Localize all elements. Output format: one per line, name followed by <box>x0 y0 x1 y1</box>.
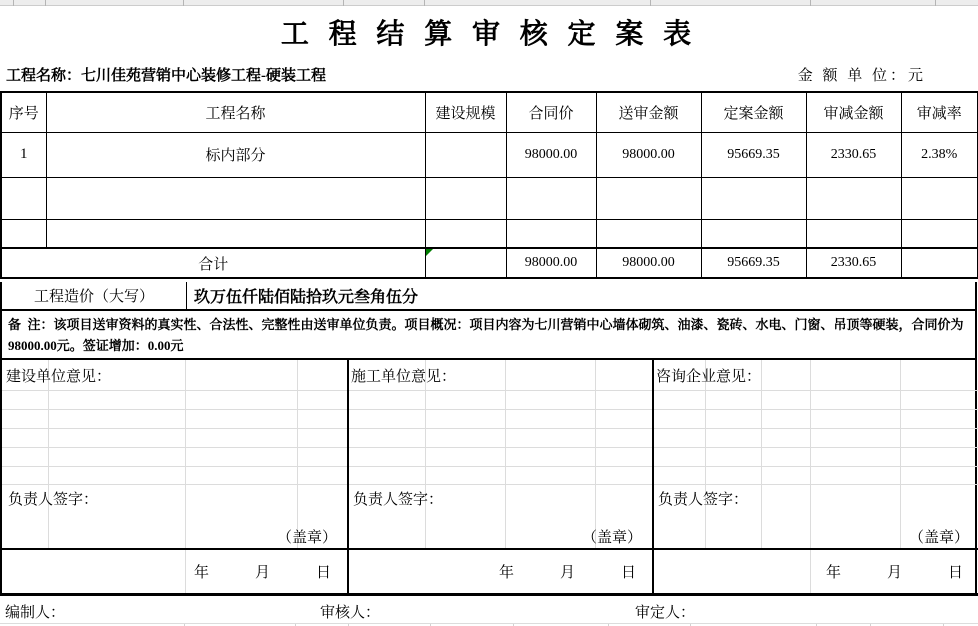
amount-unit-label: 金 额 单 位：元 <box>797 68 926 84</box>
footer-row <box>0 593 978 626</box>
cell-finalized[interactable] <box>701 219 806 248</box>
cell-finalized[interactable] <box>701 177 806 219</box>
opinion-title: 咨询企业意见： <box>656 369 762 385</box>
total-label: 合计 <box>1 248 425 278</box>
col-header-rate: 审减率 <box>901 92 978 132</box>
page-title: 工 程 结 算 审 核 定 案 表 <box>280 18 698 49</box>
cell-contract-price[interactable] <box>506 177 596 219</box>
col-header-submitted: 送审金额 <box>596 92 701 132</box>
date-day-label: 日 <box>620 565 636 581</box>
col-header-scale: 建设规模 <box>425 92 506 132</box>
seal-label: （盖章） <box>276 530 337 546</box>
column-edge-tick <box>935 0 936 6</box>
cell-project-name[interactable]: 标内部分 <box>46 132 425 177</box>
cell-contract-price[interactable] <box>506 219 596 248</box>
opinion-col-consulting-firm[interactable] <box>652 360 978 593</box>
cell-seq[interactable] <box>1 177 46 219</box>
total-finalized[interactable]: 95669.35 <box>701 248 806 278</box>
opinion-col-contractor-unit[interactable] <box>347 360 652 593</box>
cell-project-name[interactable] <box>46 219 425 248</box>
date-year-label: 年 <box>825 565 841 581</box>
cell-submitted[interactable] <box>596 177 701 219</box>
cost-in-words-label: 工程造价（大写） <box>2 282 187 309</box>
date-row <box>652 550 978 593</box>
column-edge-tick <box>45 0 46 6</box>
cell-error-indicator-icon <box>426 249 433 256</box>
total-submitted[interactable]: 98000.00 <box>596 248 701 278</box>
table-row <box>1 219 978 248</box>
seal-label: （盖章） <box>908 530 969 546</box>
sign-label: 负责人签字： <box>8 492 99 508</box>
project-name-label: 工程名称：七川佳苑营销中心装修工程-硬装工程 <box>6 68 326 84</box>
sign-label: 负责人签字： <box>353 492 444 508</box>
cell-rate[interactable] <box>901 219 978 248</box>
cell-submitted[interactable]: 98000.00 <box>596 132 701 177</box>
approver-label: 审定人： <box>635 605 696 621</box>
cell-reduction[interactable]: 2330.65 <box>806 132 901 177</box>
col-header-project: 工程名称 <box>46 92 425 132</box>
cell-scale[interactable] <box>425 177 506 219</box>
table-row <box>1 177 978 219</box>
column-edge-tick <box>183 0 184 6</box>
table-row <box>1 132 978 177</box>
col-header-reduction: 审减金额 <box>806 92 901 132</box>
cost-in-words-row <box>0 282 977 311</box>
opinions-section <box>0 360 977 593</box>
column-edge-tick <box>13 0 14 6</box>
cell-finalized[interactable]: 95669.35 <box>701 132 806 177</box>
cost-in-words-value: 玖万伍仟陆佰陆拾玖元叁角伍分 <box>194 289 419 306</box>
meta-row <box>0 61 978 91</box>
col-header-finalized: 定案金额 <box>701 92 806 132</box>
table-header-row <box>1 92 978 132</box>
column-edge-tick <box>650 0 651 6</box>
column-edge-tick <box>343 0 344 6</box>
cell-rate[interactable] <box>901 177 978 219</box>
date-year-label: 年 <box>498 565 514 581</box>
cell-reduction[interactable] <box>806 219 901 248</box>
cell-seq[interactable]: 1 <box>1 132 46 177</box>
date-day-label: 日 <box>947 565 963 581</box>
sign-label: 负责人签字： <box>658 492 749 508</box>
date-month-label: 月 <box>559 565 575 581</box>
gridline <box>0 623 978 624</box>
date-month-label: 月 <box>886 565 902 581</box>
date-row <box>347 550 652 593</box>
column-edge-tick <box>810 0 811 6</box>
column-edge-tick <box>424 0 425 6</box>
cell-scale[interactable] <box>425 219 506 248</box>
spreadsheet-top-cell-strip <box>0 0 978 6</box>
opinion-col-construction-unit[interactable] <box>2 360 347 593</box>
cell-scale[interactable] <box>425 132 506 177</box>
seal-label: （盖章） <box>581 530 642 546</box>
col-header-contract-price: 合同价 <box>506 92 596 132</box>
date-row <box>2 550 347 593</box>
cell-seq[interactable] <box>1 219 46 248</box>
total-contract-price[interactable]: 98000.00 <box>506 248 596 278</box>
col-header-seq: 序号 <box>1 92 46 132</box>
cell-contract-price[interactable]: 98000.00 <box>506 132 596 177</box>
preparer-label: 编制人： <box>5 605 66 621</box>
total-rate[interactable] <box>901 248 978 278</box>
total-reduction[interactable]: 2330.65 <box>806 248 901 278</box>
settlement-table <box>0 91 978 279</box>
total-row <box>1 248 978 278</box>
opinion-title: 建设单位意见： <box>6 369 112 385</box>
date-day-label: 日 <box>315 565 331 581</box>
cell-reduction[interactable] <box>806 177 901 219</box>
cell-submitted[interactable] <box>596 219 701 248</box>
date-month-label: 月 <box>254 565 270 581</box>
total-scale-cell[interactable] <box>425 248 506 278</box>
remark-text: 备 注：该项目送审资料的真实性、合法性、完整性由送审单位负责。项目概况：项目内容为七川营销中心墙体砌筑、油漆、瓷砖、水电、门窗、吊顶等硬装，合同价为98000.00元。签证增加：0.00元 <box>0 311 977 360</box>
reviewer-label: 审核人： <box>320 605 381 621</box>
date-year-label: 年 <box>193 565 209 581</box>
cell-project-name[interactable] <box>46 177 425 219</box>
cell-rate[interactable]: 2.38% <box>901 132 978 177</box>
opinion-title: 施工单位意见： <box>351 369 457 385</box>
